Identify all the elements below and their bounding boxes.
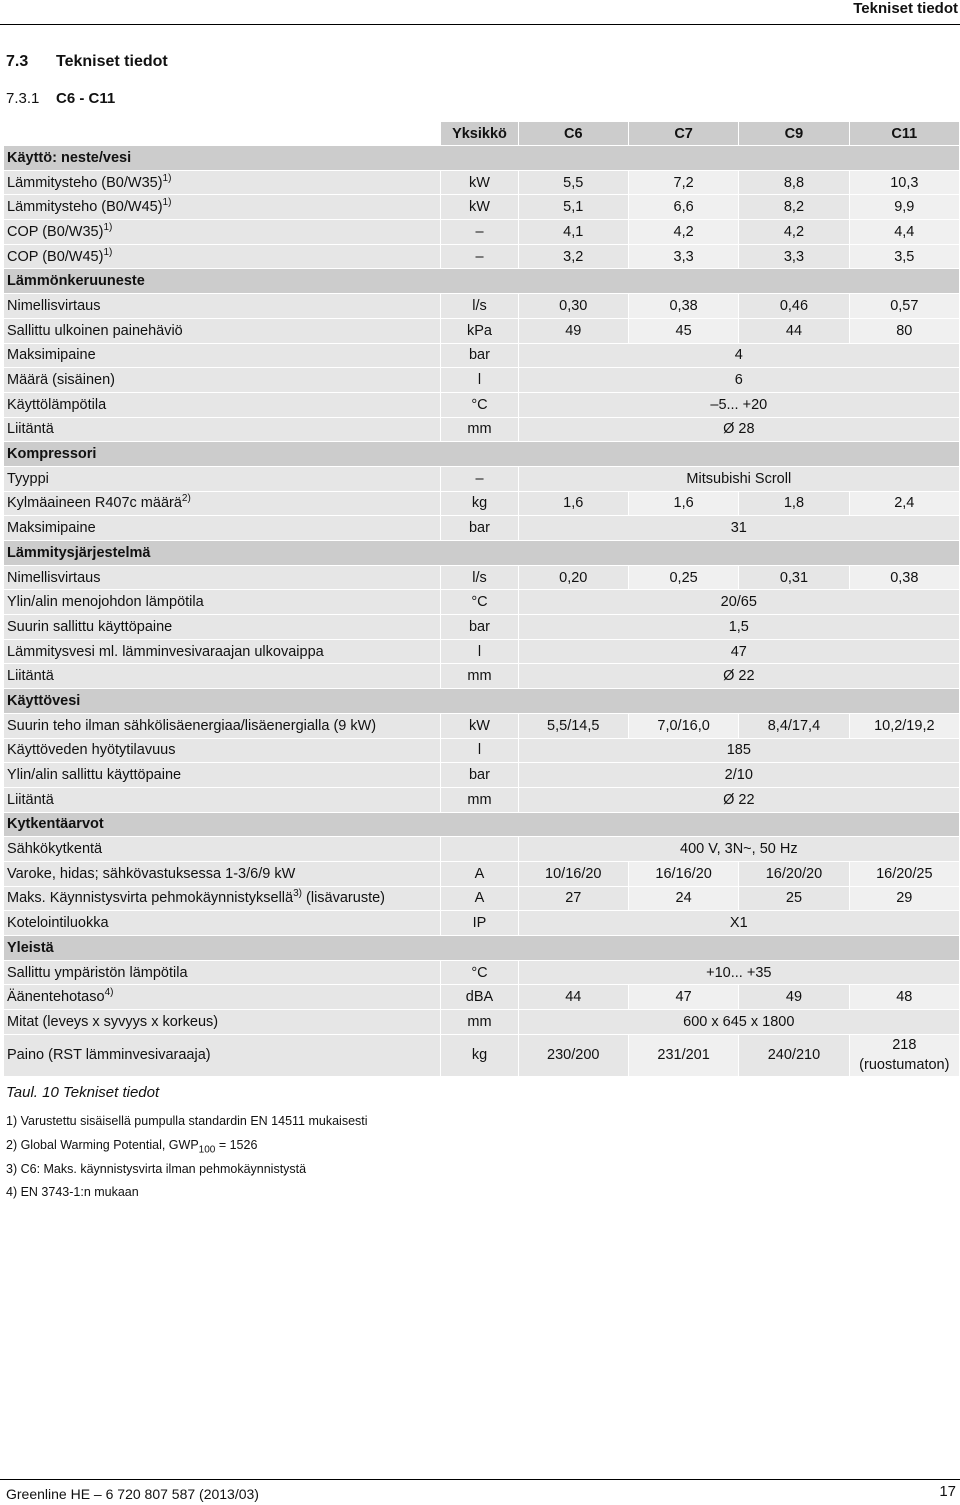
row-label [4, 862, 441, 887]
table-row [4, 393, 960, 418]
value-cell [739, 220, 849, 245]
unit-cell: mm [441, 418, 518, 443]
unit-cell: bar [441, 516, 518, 541]
value-cell [739, 195, 849, 220]
table-row [4, 788, 960, 813]
header-blank-cell [4, 122, 441, 146]
value-text: 4,2 [673, 223, 694, 240]
column-header: C6 [519, 122, 629, 146]
value-cell [629, 171, 739, 196]
value-text: 44 [565, 989, 582, 1006]
row-label [4, 319, 441, 344]
footnote-2-value: = 1526 [215, 1137, 258, 1152]
value-cell [629, 862, 739, 887]
table-row [4, 467, 960, 492]
table-row [4, 911, 960, 936]
value-text: 0,20 [559, 569, 588, 586]
table-row [4, 566, 960, 591]
table-row [4, 344, 960, 369]
row-label-text: Paino (RST lämminvesivaraaja) [7, 1047, 211, 1064]
value-text: 5,5 [563, 174, 584, 191]
table-caption: Taul. 10 Tekniset tiedot [6, 1084, 160, 1101]
value-cell: Mitsubishi Scroll [519, 467, 960, 492]
row-label [4, 393, 441, 418]
table-row [4, 985, 960, 1010]
section-label: Lämmönkeruuneste [4, 269, 960, 294]
value-cell [519, 714, 629, 739]
value-cell [629, 714, 739, 739]
section-heading [6, 52, 168, 72]
footnote-ref: 4) [104, 987, 114, 999]
row-label [4, 294, 441, 319]
unit-cell: bar [441, 615, 518, 640]
value-cell [739, 319, 849, 344]
section-number: 7.3 [6, 53, 29, 70]
footer-document-id: Greenline HE – 6 720 807 587 (2013/03) [6, 1486, 259, 1502]
value-text: 1,8 [783, 495, 805, 512]
footnote-ref: 1) [103, 222, 113, 234]
unit-cell: mm [441, 1010, 518, 1035]
row-label-text: Kylmäaineen R407c määrä [7, 495, 182, 512]
row-label-text: Määrä (sisäinen) [7, 372, 115, 389]
value-cell [850, 862, 960, 887]
value-text: 25 [785, 890, 803, 907]
table-section-row [4, 269, 960, 294]
value-cell [850, 319, 960, 344]
unit-cell: l [441, 368, 518, 393]
row-label [4, 590, 441, 615]
unit-cell: mm [441, 788, 518, 813]
value-cell [629, 294, 739, 319]
row-label [4, 714, 441, 739]
value-cell [739, 171, 849, 196]
table-row [4, 418, 960, 443]
value-cell: 1,5 [519, 615, 960, 640]
unit-cell: l/s [441, 294, 518, 319]
value-cell [519, 319, 629, 344]
row-label-text: Nimellisvirtaus [7, 297, 101, 314]
unit-cell: kW [441, 171, 518, 196]
table-row [4, 862, 960, 887]
row-label [4, 911, 441, 936]
unit-cell: kPa [441, 319, 518, 344]
value-text: 10,3 [890, 174, 919, 191]
footnote-1: 1) Varustettu sisäisellä pumpulla standardin EN 14511 mukaisesti [6, 1114, 368, 1128]
value-cell [519, 171, 629, 196]
row-label [4, 368, 441, 393]
row-label [4, 418, 441, 443]
value-text: 240/210 [767, 1047, 821, 1064]
value-text: 16/20/20 [765, 865, 823, 882]
table-row [4, 615, 960, 640]
row-label-text: Maksimipaine [7, 347, 96, 364]
value-cell: 2/10 [519, 763, 960, 788]
value-cell: +10... +35 [519, 961, 960, 986]
row-label [4, 492, 441, 517]
value-cell [739, 887, 849, 912]
value-text: 48 [896, 989, 913, 1006]
section-label: Yleistä [4, 936, 960, 961]
row-label-text: Liitäntä [7, 668, 54, 685]
subsection-number: 7.3.1 [6, 90, 40, 107]
footnote-3: 3) C6: Maks. käynnistysvirta ilman pehmokäynnistystä [6, 1161, 307, 1176]
row-label-text: Varoke, hidas; sähkövastuksessa 1-3/6/9 kW [7, 865, 296, 882]
footnotes [6, 1112, 368, 1207]
table-row [4, 195, 960, 220]
footnote-2-text: 2) Global Warming Potential, GWP [6, 1137, 199, 1152]
value-cell [519, 195, 629, 220]
unit-cell: °C [441, 393, 518, 418]
value-cell: 400 V, 3N~, 50 Hz [519, 837, 960, 862]
table-row [4, 368, 960, 393]
unit-cell: – [441, 467, 518, 492]
row-label-text: Äänentehotaso [7, 989, 105, 1006]
column-header: C7 [629, 122, 739, 146]
column-header: C11 [850, 122, 960, 146]
footnote-ref: 3) [293, 888, 302, 900]
section-label: Kytkentäarvot [4, 813, 960, 838]
unit-cell: mm [441, 664, 518, 689]
header-divider [0, 24, 960, 25]
value-text: 0,57 [890, 297, 919, 314]
row-label-text: Sähkökytkentä [7, 841, 103, 858]
table-row [4, 739, 960, 764]
value-text: 29 [896, 890, 913, 907]
value-cell [739, 862, 849, 887]
unit-cell: bar [441, 344, 518, 369]
value-text: 1,6 [563, 495, 584, 512]
unit-cell: kW [441, 714, 518, 739]
value-cell: Ø 22 [519, 788, 960, 813]
footnote-ref: 1) [162, 197, 172, 209]
value-cell: 20/65 [519, 590, 960, 615]
row-label [4, 739, 441, 764]
value-text: 0,38 [890, 569, 919, 586]
row-label-text: COP (B0/W45) [7, 248, 104, 265]
unit-cell: A [441, 887, 518, 912]
value-cell [519, 220, 629, 245]
footnote-4: 4) EN 3743-1:n mukaan [6, 1185, 139, 1200]
table-row [4, 837, 960, 862]
value-cell [850, 985, 960, 1010]
value-cell [629, 319, 739, 344]
table-row [4, 294, 960, 319]
value-text: 4,1 [563, 223, 584, 240]
value-text: 3,2 [563, 248, 584, 265]
row-label [4, 344, 441, 369]
value-text: 0,25 [669, 569, 698, 586]
row-label-text: Sallittu ulkoinen painehäviö [7, 322, 183, 339]
row-label [4, 615, 441, 640]
value-text: 3,3 [673, 248, 694, 265]
unit-cell: A [441, 862, 518, 887]
value-cell [739, 985, 849, 1010]
value-cell [629, 195, 739, 220]
table-section-row [4, 813, 960, 838]
unit-cell: l [441, 640, 518, 665]
row-label-text: Suurin teho ilman sähkölisäenergiaa/lisäenergialla (9 kW) [7, 717, 377, 734]
row-label [4, 245, 441, 270]
row-label-suffix: (lisävaruste) [302, 890, 385, 907]
footnote-2 [6, 1136, 368, 1160]
value-cell [850, 294, 960, 319]
table-row [4, 1010, 960, 1035]
row-label [4, 664, 441, 689]
value-text: 7,0/16,0 [657, 717, 710, 734]
unit-cell: – [441, 220, 518, 245]
row-label [4, 1035, 441, 1077]
page-number: 17 [939, 1483, 956, 1500]
running-header-title: Tekniset tiedot [853, 0, 958, 17]
value-cell [629, 245, 739, 270]
value-cell [739, 294, 849, 319]
unit-cell: °C [441, 590, 518, 615]
row-label-text: Tyyppi [7, 470, 49, 487]
row-label-text: COP (B0/W35) [7, 223, 104, 240]
value-cell [629, 220, 739, 245]
row-label-text: Maksimipaine [7, 520, 96, 537]
section-label: Käyttö: neste/vesi [4, 146, 960, 171]
row-label-text: Lämmitysteho (B0/W45) [7, 199, 163, 216]
value-text: 6,6 [673, 199, 694, 216]
value-text: 24 [675, 890, 692, 907]
row-label [4, 640, 441, 665]
value-cell [739, 492, 849, 517]
row-label-text: Liitäntä [7, 421, 54, 438]
table-section-row [4, 541, 960, 566]
value-cell [850, 195, 960, 220]
row-label [4, 837, 441, 862]
subsection-heading [6, 89, 115, 109]
row-label-text: Lämmitysteho (B0/W35) [7, 174, 163, 191]
table-row [4, 492, 960, 517]
value-cell [850, 492, 960, 517]
table-row [4, 245, 960, 270]
row-label [4, 985, 441, 1010]
unit-cell: l [441, 739, 518, 764]
footnote-ref: 2) [181, 493, 191, 505]
unit-cell: bar [441, 763, 518, 788]
value-cell: 31 [519, 516, 960, 541]
value-text: 44 [785, 322, 803, 339]
row-label [4, 961, 441, 986]
technical-data-table [4, 122, 960, 1077]
table-section-row [4, 442, 960, 467]
row-label [4, 467, 441, 492]
row-label-text: Suurin sallittu käyttöpaine [7, 618, 173, 635]
column-header: Yksikkö [441, 122, 518, 146]
row-label-text: Ylin/alin menojohdon lämpötila [7, 594, 204, 611]
value-text: 218 (ruostumaton) [859, 1037, 950, 1074]
section-label: Kompressori [4, 442, 960, 467]
value-text: 0,30 [559, 297, 588, 314]
table-row [4, 319, 960, 344]
value-text: 4,2 [783, 223, 805, 240]
value-cell [850, 714, 960, 739]
value-text: 49 [565, 322, 582, 339]
value-text: 8,4/17,4 [767, 717, 821, 734]
value-cell [519, 1035, 629, 1077]
unit-cell: – [441, 245, 518, 270]
section-title: Tekniset tiedot [56, 53, 168, 70]
value-cell [519, 294, 629, 319]
unit-cell: kg [441, 492, 518, 517]
row-label [4, 171, 441, 196]
subsection-title: C6 - C11 [56, 90, 116, 107]
row-label-text: Käyttöveden hyötytilavuus [7, 742, 176, 759]
unit-cell [441, 837, 518, 862]
value-text: 49 [785, 989, 803, 1006]
value-cell [519, 566, 629, 591]
value-text: 47 [675, 989, 692, 1006]
row-label [4, 566, 441, 591]
unit-cell: IP [441, 911, 518, 936]
value-cell [850, 566, 960, 591]
table-row [4, 590, 960, 615]
table-row [4, 961, 960, 986]
value-cell: –5... +20 [519, 393, 960, 418]
row-label [4, 1010, 441, 1035]
table-row [4, 1035, 960, 1077]
row-label-text: Lämmitysvesi ml. lämminvesivaraajan ulkovaippa [7, 643, 324, 660]
unit-cell: kg [441, 1035, 518, 1077]
value-text: 0,31 [779, 569, 809, 586]
value-cell [519, 492, 629, 517]
value-cell [629, 985, 739, 1010]
footnote-ref: 1) [162, 172, 172, 184]
unit-cell: dBA [441, 985, 518, 1010]
value-cell: 600 x 645 x 1800 [519, 1010, 960, 1035]
value-cell: 185 [519, 739, 960, 764]
table-section-row [4, 689, 960, 714]
row-label-text: Maks. Käynnistysvirta pehmokäynnistyksellä [7, 890, 294, 907]
table-row [4, 763, 960, 788]
value-text: 7,2 [673, 174, 694, 191]
row-label [4, 788, 441, 813]
table-row [4, 640, 960, 665]
value-cell: 47 [519, 640, 960, 665]
value-text: 80 [896, 322, 913, 339]
row-label-text: Ylin/alin sallittu käyttöpaine [7, 767, 182, 784]
value-cell [850, 171, 960, 196]
value-cell [629, 492, 739, 517]
value-cell: X1 [519, 911, 960, 936]
value-cell [519, 887, 629, 912]
value-cell: 6 [519, 368, 960, 393]
unit-cell: kW [441, 195, 518, 220]
value-text: 3,3 [783, 248, 805, 265]
table-row [4, 664, 960, 689]
value-cell [739, 1035, 849, 1077]
value-cell: 4 [519, 344, 960, 369]
value-text: 8,8 [783, 174, 805, 191]
table-row [4, 714, 960, 739]
footnote-ref: 1) [103, 246, 113, 258]
section-label: Lämmitysjärjestelmä [4, 541, 960, 566]
table-row [4, 887, 960, 912]
value-text: 4,4 [894, 223, 915, 240]
footer-divider [0, 1479, 960, 1480]
value-text: 16/20/25 [876, 865, 933, 882]
row-label [4, 516, 441, 541]
row-label-text: Liitäntä [7, 791, 54, 808]
value-text: 5,5/14,5 [547, 717, 600, 734]
value-text: 0,38 [669, 297, 698, 314]
table-row [4, 171, 960, 196]
value-cell [519, 245, 629, 270]
value-text: 5,1 [563, 199, 584, 216]
row-label-text: Mitat (leveys x syvyys x korkeus) [7, 1013, 219, 1030]
value-text: 0,46 [779, 297, 809, 314]
value-cell [629, 887, 739, 912]
value-text: 3,5 [894, 248, 915, 265]
value-cell [850, 887, 960, 912]
table-section-row [4, 146, 960, 171]
value-text: 2,4 [894, 495, 915, 512]
value-text: 8,2 [783, 199, 805, 216]
row-label-text: Kotelointiluokka [7, 915, 109, 932]
value-cell [739, 566, 849, 591]
value-text: 10/16/20 [545, 865, 602, 882]
value-cell [629, 1035, 739, 1077]
value-cell: Ø 28 [519, 418, 960, 443]
value-cell [850, 1035, 960, 1077]
value-text: 9,9 [894, 199, 915, 216]
value-text: 16/16/20 [655, 865, 712, 882]
value-text: 230/200 [547, 1047, 600, 1064]
column-header: C9 [739, 122, 849, 146]
value-cell [850, 245, 960, 270]
value-text: 10,2/19,2 [874, 717, 935, 734]
row-label [4, 763, 441, 788]
footnote-2-subscript: 100 [198, 1144, 216, 1156]
value-cell [850, 220, 960, 245]
table-row [4, 516, 960, 541]
row-label-text: Nimellisvirtaus [7, 569, 101, 586]
row-label [4, 195, 441, 220]
unit-cell: l/s [441, 566, 518, 591]
value-text: 231/201 [657, 1047, 710, 1064]
value-cell [519, 985, 629, 1010]
value-cell [519, 862, 629, 887]
table-row [4, 220, 960, 245]
value-text: 1,6 [673, 495, 694, 512]
row-label-text: Sallittu ympäristön lämpötila [7, 964, 188, 981]
value-text: 45 [675, 322, 692, 339]
value-cell [629, 566, 739, 591]
row-label [4, 887, 441, 912]
value-cell: Ø 22 [519, 664, 960, 689]
row-label-text: Käyttölämpötila [7, 396, 107, 413]
value-text: 27 [565, 890, 582, 907]
table-header-row [4, 122, 960, 146]
value-cell [739, 714, 849, 739]
unit-cell: °C [441, 961, 518, 986]
row-label [4, 220, 441, 245]
section-label: Käyttövesi [4, 689, 960, 714]
value-cell [739, 245, 849, 270]
table-section-row [4, 936, 960, 961]
